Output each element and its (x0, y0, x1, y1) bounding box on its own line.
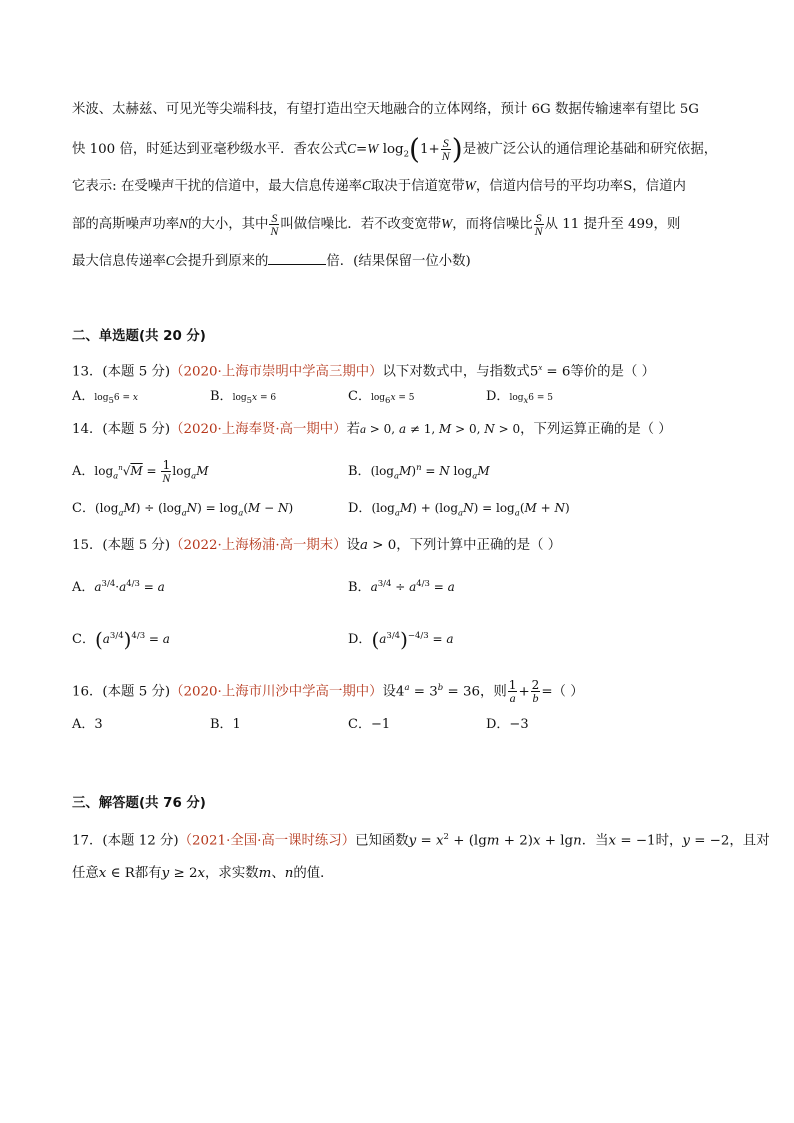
q16-option-d[interactable]: D．−3 (486, 717, 529, 732)
question-source: （2020·上海市崇明中学高三期中） (170, 364, 383, 380)
question-15-stem: 15．(本题 5 分)（2022·上海杨浦·高一期末）设a > 0，下列计算中正确的是（ ） (72, 538, 562, 553)
q14-option-b[interactable]: B．$(\log_aM)^n = N$ $\log_aM$ (348, 463, 490, 482)
q14-option-c[interactable]: C．$(\log_aM) \div (\log_aN) = \log_a(M - N)$ (72, 501, 294, 519)
question-14-stem: 14．(本题 5 分)（2020·上海奉贤·高一期中）若a > 0, a ≠ 1, M > 0, N > 0，下列运算正确的是（ ） (72, 422, 672, 437)
intro-line-1: 米波、太赫兹、可见光等尖端科技，有望打造出空天地融合的立体网络，预计 6G 数据传输速率有望比 5G (72, 102, 699, 117)
question-16-stem: 16．(本题 5 分)（2020·上海市川沙中学高一期中）设$4^a = 3^b = 36$，则 $\frac{1}{a}$ + $\frac{2}{b}$ =（ ） (72, 678, 584, 706)
q15-option-a[interactable]: A．$a^{3/4}\cdot a^{4/3} = a$ (72, 579, 165, 595)
q16-option-b[interactable]: B．1 (210, 717, 241, 732)
section-title-answer-questions: 三、解答题(共 76 分) (72, 796, 206, 811)
q13-option-d[interactable]: D．$\log_x6 = 5$ (486, 389, 554, 406)
intro-line-3: 它表示: 在受噪声干扰的信道中，最大信息传递率C取决于信道宽带W，信道内信号的平均功率S，信道内 (72, 178, 686, 194)
question-13-stem: 13．(本题 5 分)（2020·上海市崇明中学高三期中）以下对数式中，与指数式$5^x = 6$等价的是（ ） (72, 362, 655, 380)
intro-line-4: 部的高斯噪声功率N的大小，其中 $\frac{S}{N}$ 叫做信噪比．若不改变宽带W，而将信噪比 $\frac{S}{N}$ 从 11 提升至 499，则 (72, 211, 681, 238)
question-source: （2020·上海市川沙中学高一期中） (170, 684, 383, 700)
q15-option-b[interactable]: B．$a^{3/4} \div a^{4/3} = a$ (348, 579, 455, 595)
q15-option-c[interactable]: C．$(a^{3/4})^{4/3} = a$ (72, 627, 170, 652)
q14-option-d[interactable]: D．$(\log_aM) + (\log_aN) = \log_a(M + N)$ (348, 501, 570, 519)
question-source: （2020·上海奉贤·高一期中） (170, 422, 347, 437)
question-17-line-2: 任意x ∈ R都有y ≥ 2x，求实数m、n的值． (72, 866, 334, 881)
question-source: （2021·全国·高一课时练习） (178, 833, 356, 849)
q13-option-a[interactable]: A．$\log_56 = x$ (72, 389, 138, 406)
question-source: （2022·上海杨浦·高一期末） (170, 538, 347, 553)
question-17-stem: 17．(本题 12 分)（2021·全国·高一课时练习）已知函数$y = x^2 + (\lg m + 2)x + \lg n$．当x = −1时，y = −2，且对 (72, 832, 770, 849)
intro-line-5: 最大信息传递率C会提升到原来的 倍．(结果保留一位小数) (72, 250, 471, 272)
q13-option-c[interactable]: C．$\log_6x = 5$ (348, 389, 415, 406)
section-title-single-choice: 二、单选题(共 20 分) (72, 329, 206, 344)
q14-option-a[interactable]: A．$\log_a^n√M$ = $\frac{1}{N}$ $\log_aM$ (72, 458, 209, 485)
intro-line-2: 快 100 倍，时延达到亚毫秒级水平．香农公式C=W $\log_2(1+$ $\frac{S}{N}$ )是被广泛公认的通信理论基础和研究依据， (72, 132, 718, 166)
q16-option-c[interactable]: C．−1 (348, 717, 391, 732)
q16-option-a[interactable]: A．3 (72, 717, 103, 732)
answer-blank[interactable] (268, 250, 326, 265)
q15-option-d[interactable]: D．$(a^{3/4})^{-4/3} = a$ (348, 627, 454, 652)
q13-option-b[interactable]: B．$\log_5x = 6$ (210, 389, 277, 406)
